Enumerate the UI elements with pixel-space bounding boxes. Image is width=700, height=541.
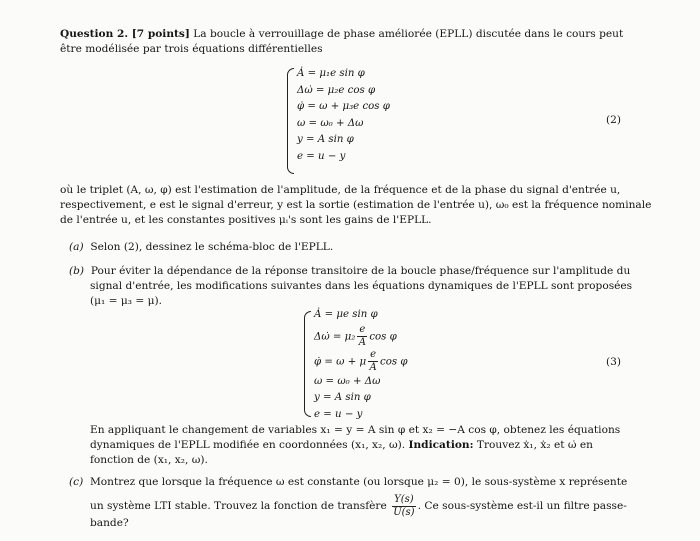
eq2-line: ω = ω₀ + Δω bbox=[297, 117, 364, 129]
part-b-text1: Pour éviter la dépendance de la réponse transitoire de la boucle phase/fréquence sur l'amplitude du bbox=[90, 265, 631, 277]
part-c-line1: (c) Montrez que lorsque la fréquence ω est constante (ou lorsque μ₂ = 0), le sous-système x représente bbox=[69, 476, 628, 488]
explain-line2: respectivement, e est le signal d'erreur, y est la sortie (estimation de l'entrée u), ω₀ est la fréquence nominale bbox=[60, 199, 652, 211]
transfer-function-fraction: $\frac{Y(s)}{U(s)}$ bbox=[393, 493, 415, 518]
eq3-line: y = A sin φ bbox=[314, 392, 371, 403]
system3-brace bbox=[304, 311, 311, 417]
part-b-line1 bbox=[69, 264, 630, 279]
eq3-line: ω = ω₀ + Δω bbox=[314, 375, 381, 387]
intro-line1: La boucle à verrouillage de phase améliorée (EPLL) discutée dans le cours peut bbox=[189, 28, 624, 40]
part-b-after1: En appliquant le changement de variables x₁ = y = A sin φ et x₂ = −A cos φ, obtenez les équations bbox=[90, 424, 621, 436]
part-b-label: (b) bbox=[69, 265, 85, 277]
system3-equations bbox=[314, 307, 407, 423]
eq3-line: Ȧ = μe sin φ bbox=[314, 309, 378, 320]
system2-brace bbox=[287, 68, 294, 174]
explain-line3: de l'entrée u, et les constantes positives μᵢ's sont les gains de l'EPLL. bbox=[60, 214, 432, 226]
eq2-line: φ̇ = ω + μ₃e cos φ bbox=[297, 101, 390, 112]
eq3-line: φ̇ = ω + μ $\frac{e}{A}$ cos φ bbox=[314, 348, 408, 373]
part-b-line3: (μ₁ = μ₃ = μ). bbox=[90, 295, 163, 307]
question-intro bbox=[60, 27, 623, 42]
system2-equations bbox=[297, 66, 390, 165]
eq2-line: e = u − y bbox=[297, 150, 346, 162]
question-heading: Question 2. [7 points] bbox=[60, 28, 190, 40]
equation-number-3: (3) bbox=[606, 356, 622, 368]
e-over-a-fraction: $\frac{e}{A}$ bbox=[369, 348, 377, 373]
part-c-line3: bande? bbox=[90, 517, 129, 529]
part-b-after3: fonction de (x₁, x₂, ω). bbox=[90, 454, 208, 466]
eq3-line: Δω̇ = μ₂ $\frac{e}{A}$ cos φ bbox=[314, 323, 397, 348]
part-b-line2: signal d'entrée, les modifications suivantes dans les équations dynamiques de l'EPLL sont proposées bbox=[90, 280, 633, 292]
explain-line1: où le triplet (A, ω, φ) est l'estimation de l'amplitude, de la fréquence et de la phase du signal d'entrée u, bbox=[60, 184, 621, 196]
indication-label: Indication: bbox=[408, 439, 474, 451]
equation-number-2: (2) bbox=[606, 114, 622, 126]
eq2-line: Ȧ = μ₁e sin φ bbox=[297, 68, 365, 79]
part-c-label: (c) bbox=[69, 476, 84, 488]
e-over-a-fraction: $\frac{e}{A}$ bbox=[358, 323, 366, 348]
part-a bbox=[69, 240, 333, 255]
eq2-line: y = A sin φ bbox=[297, 134, 354, 145]
part-b-after2: dynamiques de l'EPLL modifiée en coordonnées (x₁, x₂, ω). Indication: Trouvez ẋ₁, ẋ₂ et ω̇ en bbox=[90, 439, 593, 451]
part-c-line2: un système LTI stable. Trouvez la fonction de transfère $\frac{Y(s)}{U(s)}$ . Ce sous-système est-il un filtre passe- bbox=[90, 493, 627, 518]
eq3-line: e = u − y bbox=[314, 408, 363, 420]
intro-line2: être modélisée par trois équations différentielles bbox=[60, 43, 323, 55]
eq2-line: Δω̇ = μ₂e cos φ bbox=[297, 84, 376, 96]
part-a-label: (a) bbox=[69, 241, 84, 253]
part-a-text: Selon (2), dessinez le schéma-bloc de l'EPLL. bbox=[90, 241, 334, 253]
